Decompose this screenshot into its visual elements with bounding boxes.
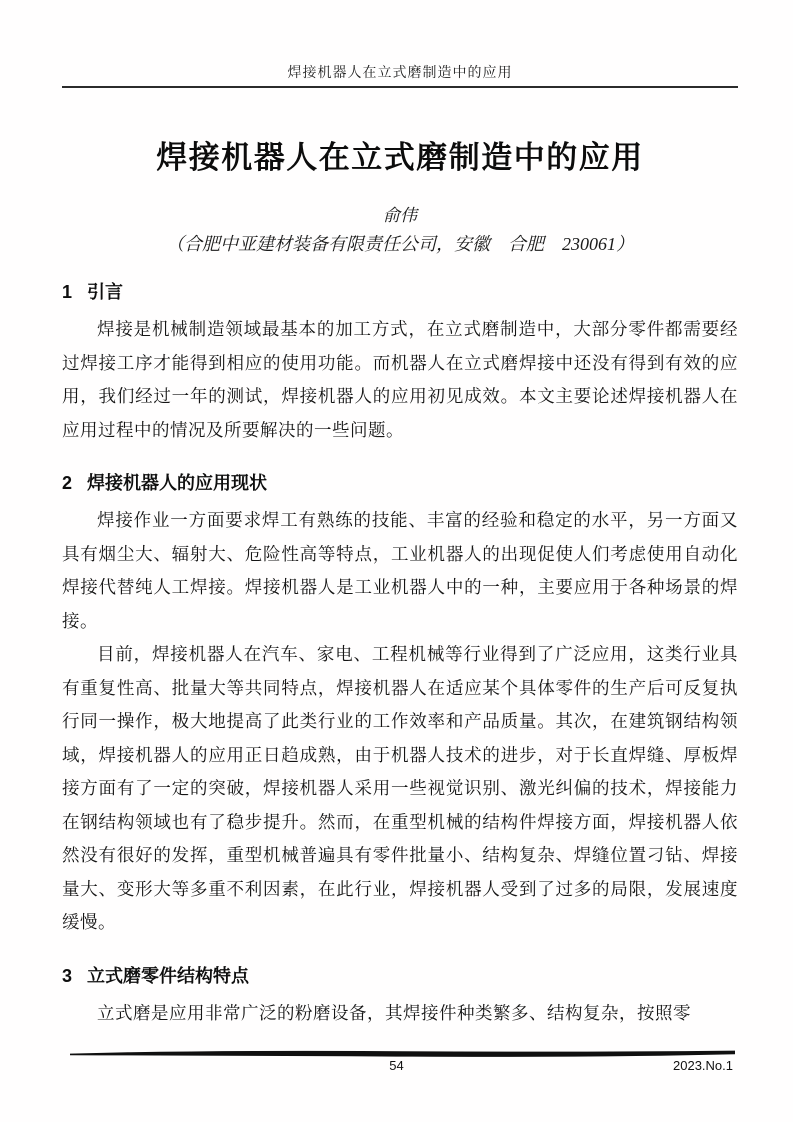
author-affiliation: （合肥中亚建材装备有限责任公司，安徽 合肥 230061） [166,234,634,254]
header-rule [62,86,738,88]
author-name: 俞伟 [383,206,417,225]
paragraph: 焊接是机械制造领域最基本的加工方式，在立式磨制造中，大部分零件都需要经过焊接工序才能得到相应的使用功能。而机器人在立式磨焊接中还没有得到有效的应用，我们经过一年的测试，焊接机器人的应用初见成效。本文主要论述焊接机器人在应用过程中的情况及所要解决的一些问题。 [62,319,738,440]
section-title: 引言 [87,282,124,302]
article-title: 焊接机器人在立式磨制造中的应用 [156,140,644,175]
section-number: 1 [62,282,73,302]
section-heading-application-status [62,469,738,495]
section-heading-part-structure [62,962,738,988]
section-number: 3 [62,965,73,986]
section-title: 立式磨零件结构特点 [87,965,250,986]
section-title: 焊接机器人的应用现状 [87,473,268,493]
footer-issue-label: 2023.No.1 [673,1058,733,1073]
paragraph: 目前，焊接机器人在汽车、家电、工程机械等行业得到了广泛应用，这类行业具有重复性高、批量大等共同特点，焊接机器人在适应某个具体零件的生产后可反复执行同一操作，极大地提高了此类行业的工作效率和产品质量。其次，在建筑钢结构领域，焊接机器人的应用正日趋成熟，由于机器人技术的进步，对于长直焊缝、厚板焊接方面有了一定的突破，焊接机器人采用一些视觉识别、激光纠偏的技术，焊接能力在钢结构领域也有了稳步提升。然而，在重型机械的结构件焊接方面，焊接机器人依然没有很好的发挥，重型机械普遍具有零件批量小、结构复杂、焊缝位置刁钻、焊接量大、变形大等多重不利因素，在此行业，焊接机器人受到了过多的局限，发展速度缓慢。 [62,644,738,932]
paragraph: 立式磨是应用非常广泛的粉磨设备，其焊接件种类繁多、结构复杂，按照零 [97,1002,691,1023]
paragraph: 焊接作业一方面要求焊工有熟练的技能、丰富的经验和稳定的水平，另一方面又具有烟尘大、辐射大、危险性高等特点，工业机器人的出现促使人们考虑使用自动化焊接代替纯人工焊接。焊接机器人是工业机器人中的一种，主要应用于各种场景的焊接。 [62,510,738,631]
section-number: 2 [62,473,73,493]
section-heading-introduction [62,278,738,304]
running-header: 焊接机器人在立式磨制造中的应用 [287,66,513,81]
footer-page-number: 54 [389,1058,404,1073]
